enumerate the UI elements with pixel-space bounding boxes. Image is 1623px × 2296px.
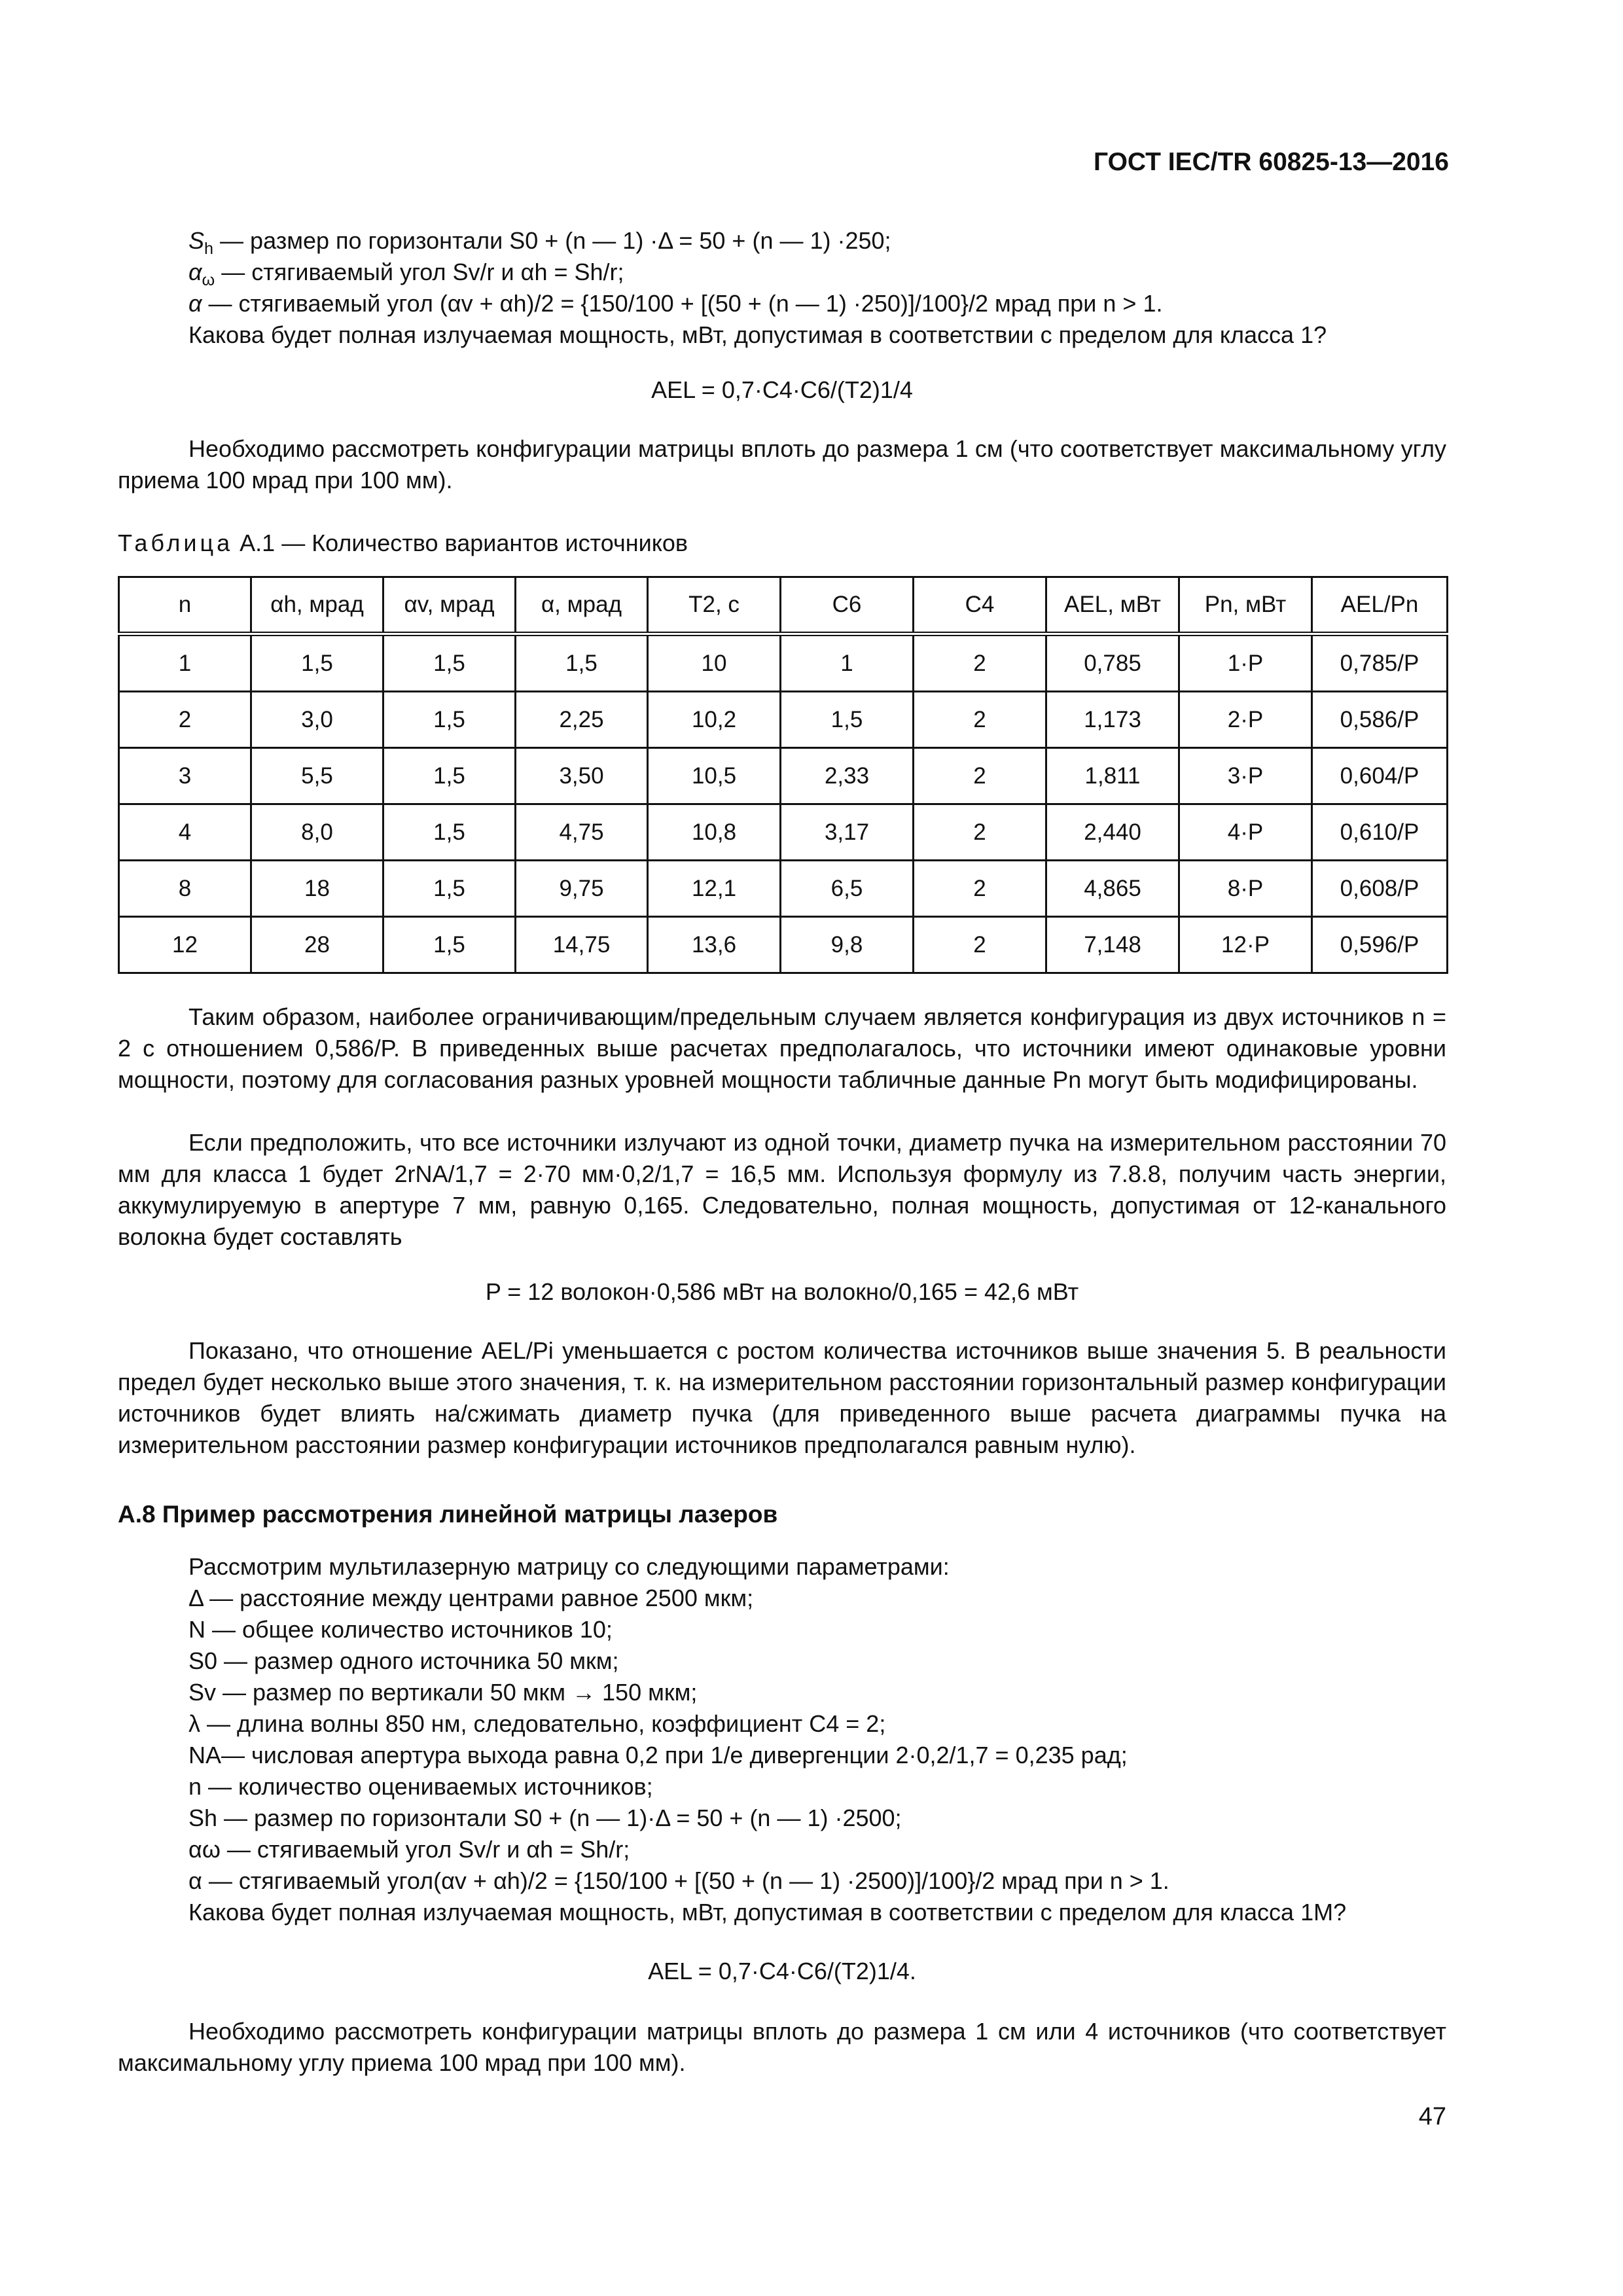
table-cell: 2 xyxy=(119,692,251,748)
table-cell: 1·P xyxy=(1179,634,1312,692)
table-cell: 1,5 xyxy=(383,861,516,917)
table-cell: 1,5 xyxy=(383,748,516,804)
table-cell: 1,5 xyxy=(516,634,648,692)
table-row xyxy=(119,748,1448,804)
table-cell: 2,440 xyxy=(1046,804,1179,861)
table-header-row xyxy=(119,577,1448,634)
table-row xyxy=(119,692,1448,748)
table-cell: 4,75 xyxy=(516,804,648,861)
table-cell: 3 xyxy=(119,748,251,804)
table-cell: 1,5 xyxy=(383,692,516,748)
col-header: AEL, мВт xyxy=(1046,577,1179,634)
table-row xyxy=(119,861,1448,917)
def-sh: $S_h$ — размер по горизонтали S0 + (n — 1) ·Δ = 50 + (n — 1) ·250; xyxy=(188,227,891,259)
table-cell: 3,17 xyxy=(781,804,914,861)
def-aw-text: — стягиваемый угол Sv/r и αh = Sh/r; xyxy=(221,259,624,285)
table-cell: 8 xyxy=(119,861,251,917)
table-cell: 10,5 xyxy=(648,748,781,804)
param-item: Sh — размер по горизонтали S0 + (n — 1)·Δ = 50 + (n — 1) ·2500; xyxy=(188,1804,902,1831)
table-cell: 3,50 xyxy=(516,748,648,804)
col-header: Pn, мВт xyxy=(1179,577,1312,634)
param-item: S0 — размер одного источника 50 мкм; xyxy=(188,1647,619,1674)
table-cell: 13,6 xyxy=(648,917,781,973)
table-caption xyxy=(118,528,1446,559)
table-cell: 1,5 xyxy=(383,634,516,692)
table-cell: 0,596/P xyxy=(1312,917,1448,973)
table-cell: 3,0 xyxy=(251,692,383,748)
table-cell: 4 xyxy=(119,804,251,861)
table-cell: 0,610/P xyxy=(1312,804,1448,861)
table-cell: 5,5 xyxy=(251,748,383,804)
param-item: Sv — размер по вертикали 50 мкм → 150 мкм; xyxy=(188,1679,698,1706)
table-row xyxy=(119,804,1448,861)
param-item: n — количество оцениваемых источников; xyxy=(188,1773,653,1800)
section-parameters xyxy=(118,1551,1446,1928)
param-item: N — общее количество источников 10; xyxy=(188,1616,613,1643)
col-header: α, мрад xyxy=(516,577,648,634)
table-cell: 2,33 xyxy=(781,748,914,804)
col-header: αv, мрад xyxy=(383,577,516,634)
question-class1m: Какова будет полная излучаемая мощность, мВт, допустимая в соответствии с пределом для класса 1М? xyxy=(188,1899,1347,1926)
col-header: αh, мрад xyxy=(251,577,383,634)
table-cell: 0,608/P xyxy=(1312,861,1448,917)
col-header: C6 xyxy=(781,577,914,634)
paragraph-config-limit: Необходимо рассмотреть конфигурации матрицы вплоть до размера 1 см (что соответствует максимальному углу приема 100 мрад при 100 мм). xyxy=(118,435,1446,493)
table-cell: 0,785 xyxy=(1046,634,1179,692)
top-definitions xyxy=(118,225,1446,351)
def-a: α — стягиваемый угол (αv + αh)/2 = {150/100 + [(50 + (n — 1) ·250)]/100}/2 мрад при n > 1. xyxy=(188,290,1163,317)
table-cell: 0,785/P xyxy=(1312,634,1448,692)
col-header: AEL/Pn xyxy=(1312,577,1448,634)
table-cell: 18 xyxy=(251,861,383,917)
col-header: T2, с xyxy=(648,577,781,634)
param-item: α — стягиваемый угол(αv + αh)/2 = {150/100 + [(50 + (n — 1) ·2500)]/100}/2 мрад при n > 1. xyxy=(188,1867,1169,1894)
table-cell: 3·P xyxy=(1179,748,1312,804)
table-cell: 1,5 xyxy=(383,917,516,973)
table-cell: 10,2 xyxy=(648,692,781,748)
table-cell: 12·P xyxy=(1179,917,1312,973)
table-cell: 0,586/P xyxy=(1312,692,1448,748)
table-cell: 6,5 xyxy=(781,861,914,917)
question-class1: Какова будет полная излучаемая мощность, мВт, допустимая в соответствии с пределом для класса 1? xyxy=(188,321,1327,348)
page-number: 47 xyxy=(1418,2103,1446,2130)
table-row xyxy=(119,634,1448,692)
param-item: Δ — расстояние между центрами равное 2500 мкм; xyxy=(188,1585,754,1611)
table-cell: 2 xyxy=(914,861,1046,917)
table-cell: 1,5 xyxy=(251,634,383,692)
table-cell: 0,604/P xyxy=(1312,748,1448,804)
formula-ael-1: AEL = 0,7·C4·C6/(T2)1/4 xyxy=(651,376,913,403)
table-cell: 28 xyxy=(251,917,383,973)
table-cell: 12 xyxy=(119,917,251,973)
table-cell: 1,173 xyxy=(1046,692,1179,748)
table-cell: 9,8 xyxy=(781,917,914,973)
paragraph-single-point: Если предположить, что все источники излучают из одной точки, диаметр пучка на измерительном расстоянии 70 мм для класса 1 будет 2rNA/1,7 = 2·70 мм·0,2/1,7 = 16,5 мм. Используя формулу из 7.8.8, получим часть энергии, аккумулируемую в апертуре 7 мм, равную 0,165. Следовательно, полная мощность, допустимая от 12-канального волокна будет составлять xyxy=(118,1129,1446,1250)
table-cell: 4·P xyxy=(1179,804,1312,861)
formula-total-power: P = 12 волокон·0,586 мВт на волокно/0,165 = 42,6 мВт xyxy=(485,1278,1079,1305)
table-cell: 8·P xyxy=(1179,861,1312,917)
table-row xyxy=(119,917,1448,973)
table-cell: 2,25 xyxy=(516,692,648,748)
col-header: n xyxy=(119,577,251,634)
section-intro: Рассмотрим мультилазерную матрицу со следующими параметрами: xyxy=(188,1553,950,1580)
table-cell: 1,811 xyxy=(1046,748,1179,804)
table-cell: 2 xyxy=(914,917,1046,973)
table-cell: 2 xyxy=(914,692,1046,748)
table-cell: 10,8 xyxy=(648,804,781,861)
table-cell: 10 xyxy=(648,634,781,692)
table-cell: 12,1 xyxy=(648,861,781,917)
table-cell: 1,5 xyxy=(383,804,516,861)
sources-table xyxy=(118,576,1448,974)
table-caption-label: Таблица xyxy=(118,529,234,556)
paragraph-ael-ratio: Показано, что отношение AEL/Pi уменьшается с ростом количества источников выше значения 5. В реальности предел будет несколько выше этого значения, т. к. на измерительном расстоянии горизонтальный размер конфигурации источников будет влиять на/сжимать диаметр пучка (для приведенного выше расчета диаграммы пучка на измерительном расстоянии размер конфигурации источников предполагался равным нулю). xyxy=(118,1337,1446,1458)
table-cell: 2 xyxy=(914,634,1046,692)
param-item: αω — стягиваемый угол Sv/r и αh = Sh/r; xyxy=(188,1836,630,1863)
table-cell: 8,0 xyxy=(251,804,383,861)
param-item: NA— числовая апертура выхода равна 0,2 при 1/e дивергенции 2·0,2/1,7 = 0,235 рад; xyxy=(188,1742,1128,1768)
param-item: λ — длина волны 850 нм, следовательно, коэффициент C4 = 2; xyxy=(188,1710,886,1737)
formula-ael-2: AEL = 0,7·C4·C6/(T2)1/4. xyxy=(648,1958,916,1984)
col-header: C4 xyxy=(914,577,1046,634)
paragraph-config-limit-2: Необходимо рассмотреть конфигурации матрицы вплоть до размера 1 см или 4 источников (что соответствует максимальному углу приема 100 мрад при 100 мм). xyxy=(118,2018,1446,2076)
table-cell: 2 xyxy=(914,804,1046,861)
table-cell: 2 xyxy=(914,748,1046,804)
table-cell: 1 xyxy=(119,634,251,692)
def-a-text: — стягиваемый угол (αv + αh)/2 = {150/100 + [(50 + (n — 1) ·250)]/100}/2 мрад при n > 1. xyxy=(208,290,1163,317)
table-cell: 9,75 xyxy=(516,861,648,917)
table-cell: 1,5 xyxy=(781,692,914,748)
document-header: ГОСТ IEC/TR 60825-13—2016 xyxy=(1093,148,1449,176)
def-sh-text: — размер по горизонтали S0 + (n — 1) ·Δ = 50 + (n — 1) ·250; xyxy=(220,227,891,254)
table-cell: 2·P xyxy=(1179,692,1312,748)
table-cell: 4,865 xyxy=(1046,861,1179,917)
section-heading-a8: А.8 Пример рассмотрения линейной матрицы лазеров xyxy=(118,1501,778,1528)
table-cell: 7,148 xyxy=(1046,917,1179,973)
table-caption-text: А.1 — Количество вариантов источников xyxy=(240,529,688,556)
def-aw: $\alpha_\omega$ — стягиваемый угол Sv/r и αh = Sh/r; xyxy=(188,259,624,290)
table-cell: 14,75 xyxy=(516,917,648,973)
paragraph-conclusion: Таким образом, наиболее ограничивающим/предельным случаем является конфигурация из двух источников n = 2 с отношением 0,586/P. В приведенных выше расчетах предполагалось, что источники имеют одинаковые уровни мощности, поэтому для согласования разных уровней мощности табличные данные Pn могут быть модифицированы. xyxy=(118,1003,1446,1093)
table-cell: 1 xyxy=(781,634,914,692)
